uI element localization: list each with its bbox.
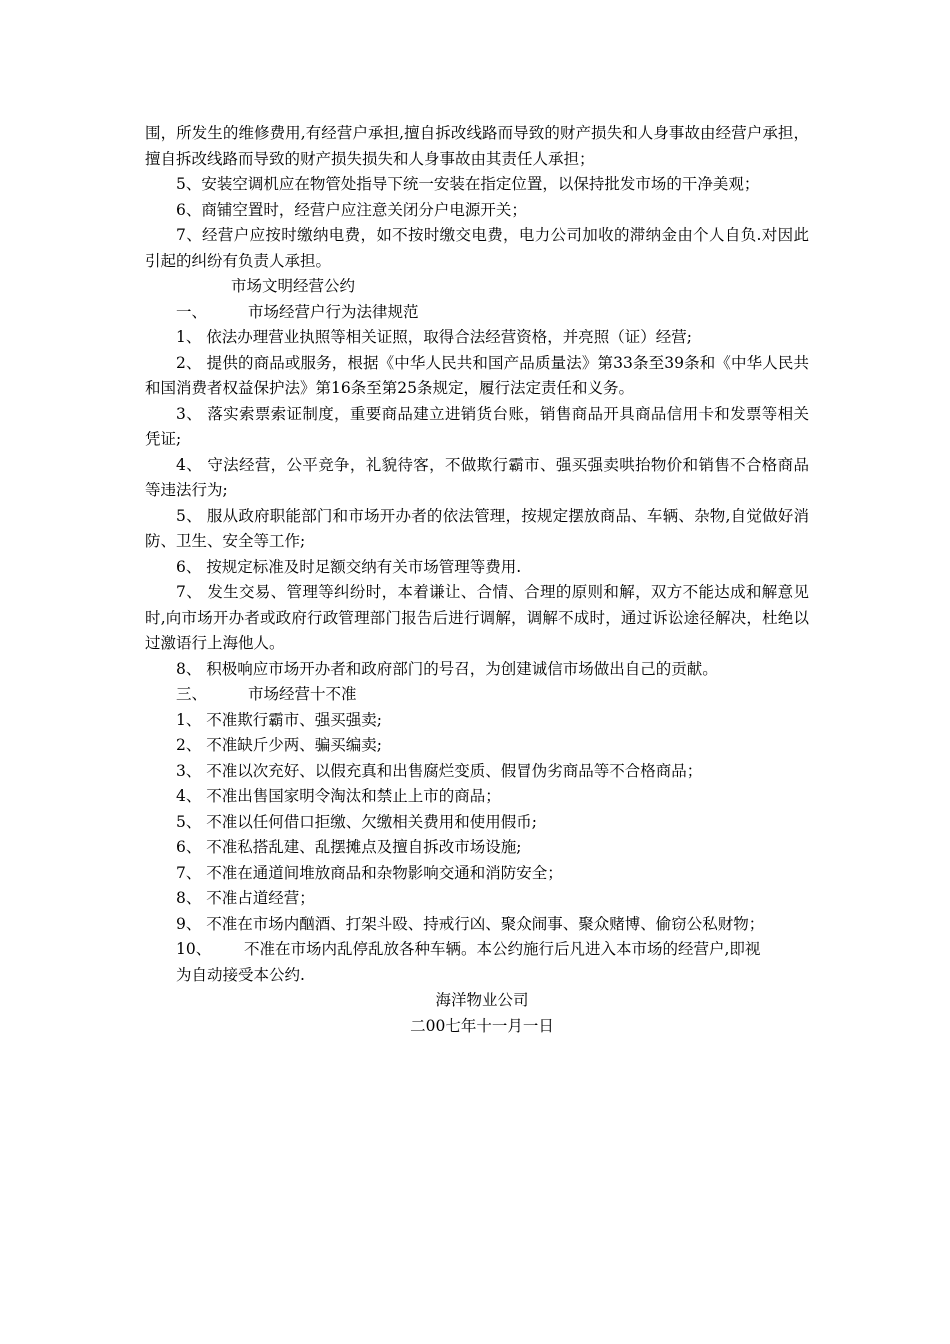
rule-6: 6、商铺空置时，经营户应注意关闭分户电源开关； bbox=[176, 200, 527, 219]
section1-item-6: 6、 按规定标准及时足额交纳有关市场管理等费用. bbox=[176, 557, 522, 576]
ban-item-6: 6、 不准私搭乱建、乱摆摊点及擅自拆改市场设施; bbox=[176, 838, 522, 856]
section-number: 三、 bbox=[176, 685, 208, 703]
section1-item-3: 3、 落实索票索证制度，重要商品建立进销货台账，销售商品开具商品信用卡和发票等相关凭证; bbox=[145, 404, 809, 448]
ban-item-2: 2、 不准缺斤少两、骗买编卖; bbox=[176, 736, 383, 754]
section1-item-1: 1、 依法办理营业执照等相关证照，取得合法经营资格，并亮照（证）经营; bbox=[176, 328, 693, 346]
section1-item-8: 8、 积极响应市场开办者和政府部门的号召，为创建诚信市场做出自己的贡献。 bbox=[176, 659, 718, 678]
section1-item-5: 5、 服从政府职能部门和市场开办者的依法管理，按规定摆放商品、车辆、杂物,自觉做好消防、卫生、安全等工作; bbox=[145, 506, 809, 550]
section-heading-3 bbox=[145, 682, 809, 708]
ban-item-5: 5、 不准以任何借口拒缴、欠缴相关费用和使用假币; bbox=[176, 812, 538, 831]
section-heading-1 bbox=[145, 300, 809, 326]
section1-item-7: 7、 发生交易、管理等纠纷时，本着谦让、合情、合理的原则和解，双方不能达成和解意见时,向市场开办者或政府行政管理部门报告后进行调解，调解不成时，通过诉讼途径解决，杜绝以过激语行上海他人。 bbox=[145, 583, 809, 652]
ban-item-3: 3、 不准以次充好、以假充真和出售腐烂变质、假冒伪劣商品等不合格商品； bbox=[176, 761, 703, 780]
convention-title: 市场文明经营公约 bbox=[231, 277, 356, 295]
company-signature: 海洋物业公司 bbox=[435, 991, 529, 1009]
ban-item-7: 7、 不准在通道间堆放商品和杂物影响交通和消防安全； bbox=[176, 863, 563, 882]
section1-item-4: 4、 守法经营，公平竞争，礼貌待客，不做欺行霸市、强买强卖哄抬物价和销售不合格商品等违法行为; bbox=[145, 455, 809, 499]
section-title: 市场经营户行为法律规范 bbox=[248, 302, 419, 321]
rule-7: 7、经营户应按时缴纳电费，如不按时缴交电费，电力公司加收的滞纳金由个人自负.对因此引起的纠纷有负责人承担。 bbox=[145, 226, 809, 270]
item-number: 10、 bbox=[176, 940, 212, 958]
ban-item-4: 4、 不准出售国家明令淘汰和禁止上市的商品； bbox=[176, 787, 501, 805]
ban-item-9: 9、 不准在市场内酗酒、打架斗殴、持戒行凶、聚众闹事、聚众赌博、偷窃公私财物； bbox=[176, 914, 765, 933]
ban-item-8: 8、 不准占道经营； bbox=[176, 889, 315, 907]
signature-date: 二00七年十一月一日 bbox=[410, 1016, 554, 1035]
rule-5: 5、安装空调机应在物管处指导下统一安装在指定位置，以保持批发市场的干净美观； bbox=[176, 175, 760, 193]
section-title: 市场经营十不准 bbox=[248, 685, 357, 703]
intro-paragraph: 围，所发生的维修费用,有经营户承担,擅自拆改线路而导致的财产损失和人身事故由经营户承担，擅自拆改线路而导致的财产损失损失和人身事故由其责任人承担； bbox=[145, 124, 809, 168]
ban-item-10 bbox=[145, 937, 809, 963]
section-number: 一、 bbox=[176, 302, 208, 321]
document-body bbox=[145, 121, 809, 1039]
ban-item-10-continuation: 为自动接受本公约. bbox=[176, 965, 305, 984]
item-text: 不准在市场内乱停乱放各种车辆。本公约施行后凡进入本市场的经营户,即视 bbox=[244, 940, 761, 958]
ban-item-1: 1、 不准欺行霸市、强买强卖; bbox=[176, 710, 383, 729]
section1-item-2: 2、 提供的商品或服务，根据《中华人民共和国产品质量法》第33条至39条和《中华人民共和国消费者权益保护法》第16条至第25条规定，履行法定责任和义务。 bbox=[145, 353, 809, 397]
